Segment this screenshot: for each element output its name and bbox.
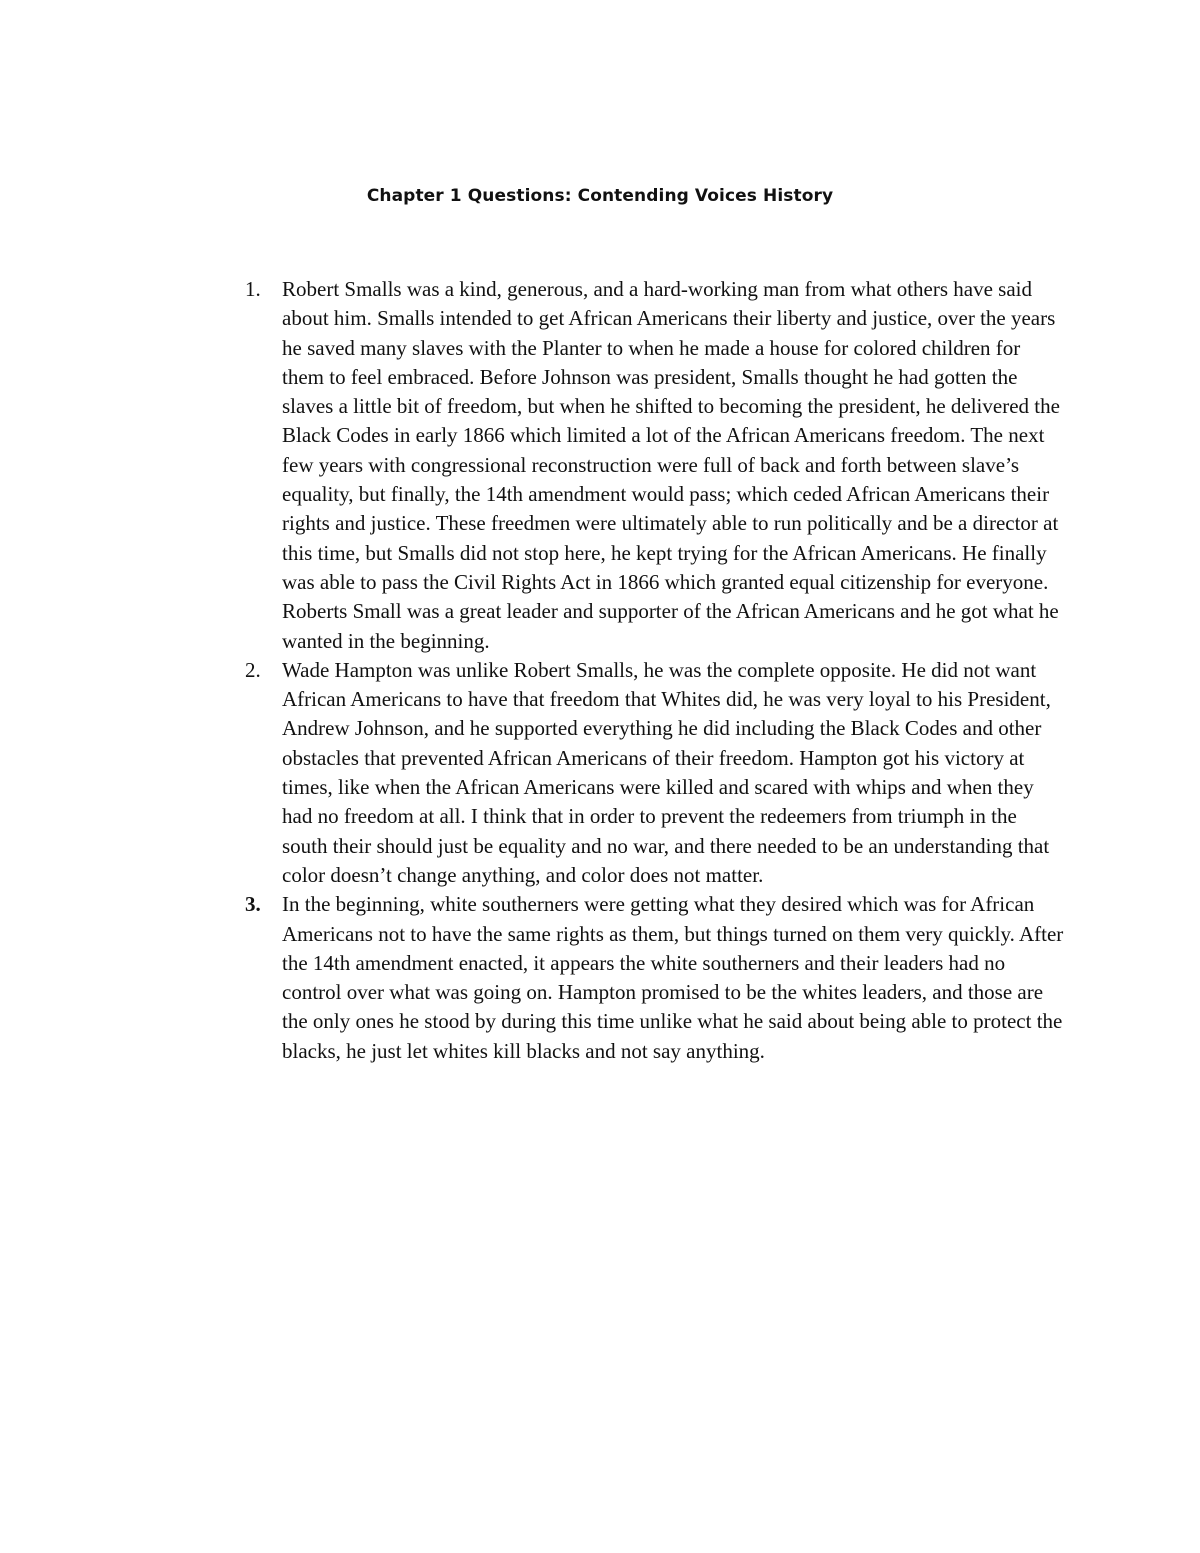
answer-text: Wade Hampton was unlike Robert Smalls, he was the complete opposite. He did not want African Americans to have that freedom that Whites did, he was very loyal to his President, Andrew Johnson, and he supported everything he did including the Black Codes and other obstacles that prevented African Americans of their freedom. Hampton got his victory at times, like when the African Americans were killed and scared with whips and when they had no freedom at all. I think that in order to prevent the redeemers from triumph in the south their should just be equality and no war, and there needed to be an understanding that color doesn’t change anything, and color does not matter. bbox=[282, 657, 1051, 887]
answer-text: Robert Smalls was a kind, generous, and a hard-working man from what others have said about him. Smalls intended to get African Americans their liberty and justice, over the years he saved many slaves with the Planter to when he made a house for colored children for them to feel embraced. Before Johnson was president, Smalls thought he had gotten the slaves a little bit of freedom, but when he shifted to becoming the president, he delivered the Black Codes in early 1866 which limited a lot of the African Americans freedom. The next few years with congressional reconstruction were full of back and forth between slave’s equality, but finally, the 14th amendment would pass; which ceded African Americans their rights and justice. These freedmen were ultimately able to run politically and be a director at this time, but Smalls did not stop here, he kept trying for the African Americans. He finally was able to pass the Civil Rights Act in 1866 which granted equal citizenship for everyone. Roberts Small was a great leader and supporter of the African Americans and he got what he wanted in the beginning. bbox=[282, 277, 1060, 653]
answer-number: 2. bbox=[245, 657, 261, 682]
answer-list bbox=[245, 275, 1065, 1066]
answer-number: 3. bbox=[245, 892, 261, 917]
answer-number: 1. bbox=[245, 277, 261, 301]
answer-item-1 bbox=[245, 275, 1065, 656]
answer-item-2 bbox=[245, 656, 1065, 890]
document-title: Chapter 1 Questions: Contending Voices History bbox=[366, 186, 834, 206]
answer-text: In the beginning, white southerners were getting what they desired which was for African Americans not to have the same rights as them, but things turned on them very quickly. After the 14th amendment enacted, it appears the white southerners and their leaders had no control over what was going on. Hampton promised to be the whites leaders, and those are the only ones he stood by during this time unlike what he said about being able to protect the blacks, he just let whites kill blacks and not say anything. bbox=[282, 892, 1064, 1063]
answer-item-3 bbox=[245, 890, 1065, 1066]
